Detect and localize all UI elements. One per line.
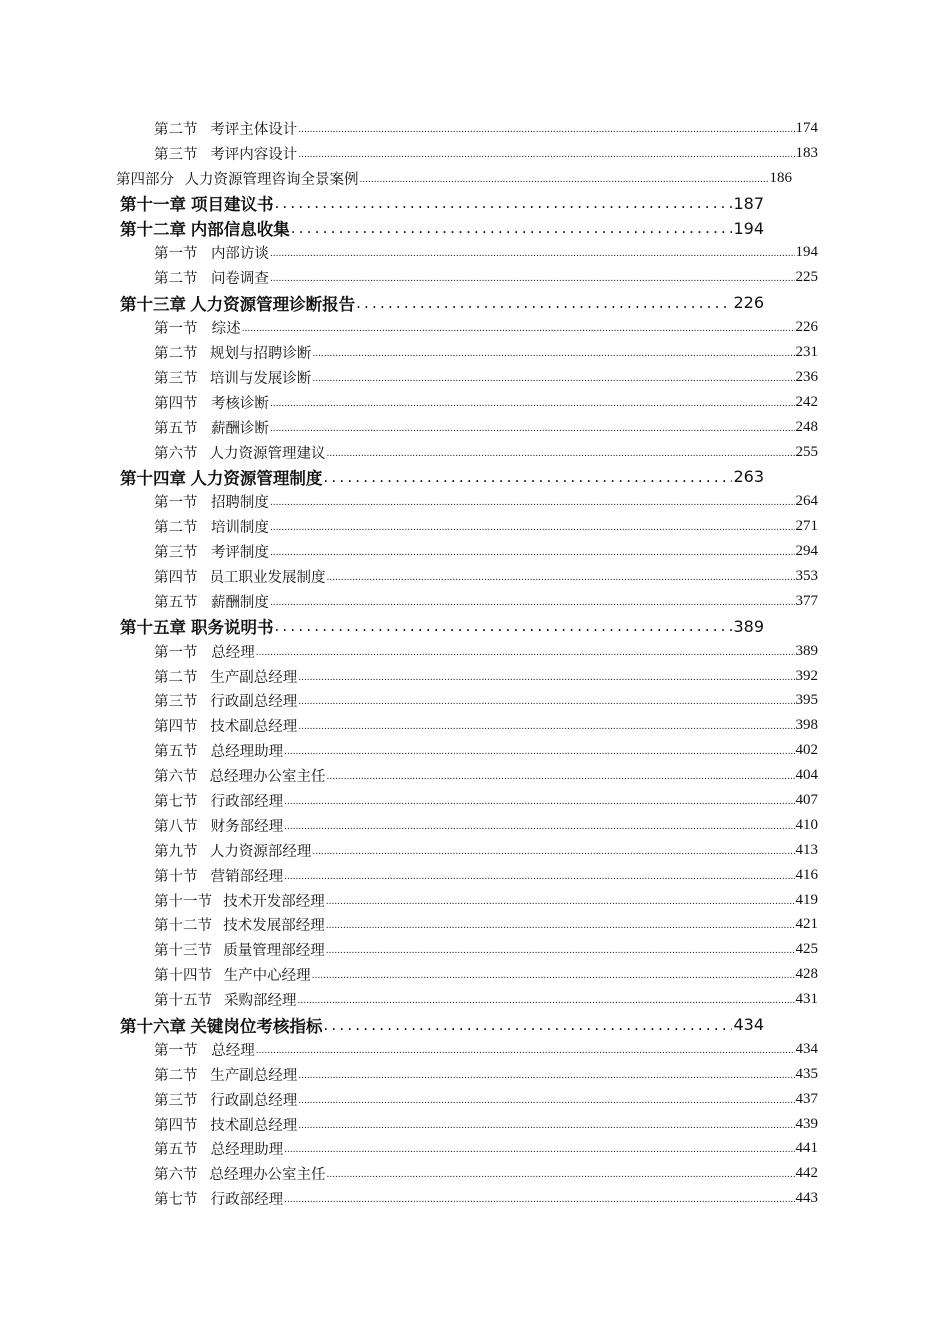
toc-dot-leader [312,966,795,983]
toc-entry-page-number: 398 [795,717,818,734]
toc-entry-page-number: 442 [795,1165,818,1182]
toc-entry-label: 第二节 [154,520,198,537]
toc-entry-page-number: 255 [795,443,818,460]
toc-entry-section[interactable] [0,564,818,589]
toc-dot-leader [256,1041,795,1058]
toc-entry-chapter[interactable] [0,614,764,639]
toc-entry-section[interactable] [0,440,818,465]
toc-entry-section[interactable] [0,788,818,813]
toc-entry-title: 总经理助理 [210,744,284,761]
toc-entry-title: 考评内容设计 [210,146,298,163]
toc-entry-page-number: 226 [733,293,764,313]
toc-dot-leader [312,369,794,386]
toc-dot-leader [242,319,795,336]
toc-dot-leader [270,543,795,560]
toc-entry-title: 培训与发展诊断 [209,370,312,387]
toc-entry-label: 第九节 [154,843,198,860]
toc-dot-leader [323,1016,732,1034]
toc-entry-section[interactable] [0,390,818,415]
toc-dot-leader [270,493,795,510]
toc-entry-title: 总经理助理 [210,1142,284,1159]
toc-entry-page-number: 410 [795,816,818,833]
toc-entry-label: 第十二章 [120,220,186,239]
toc-entry-section[interactable] [0,539,818,564]
toc-entry-title: 质量管理部经理 [223,943,325,960]
toc-entry-section[interactable] [0,1087,818,1112]
toc-entry-chapter[interactable] [0,216,764,241]
toc-dot-leader [298,1066,794,1083]
toc-entry-label: 第一节 [154,321,198,338]
toc-entry-section[interactable] [0,116,818,141]
toc-entry-label: 第十节 [154,868,198,885]
toc-entry-page-number: 271 [795,518,818,535]
toc-entry-section[interactable] [0,639,818,664]
toc-entry-title: 人力资源部经理 [209,843,312,860]
toc-entry-page-number: 226 [795,319,818,336]
toc-entry-section[interactable] [0,489,818,514]
toc-dot-leader [270,244,795,261]
toc-entry-chapter[interactable] [0,464,764,489]
toc-entry-title: 营销部经理 [210,868,284,885]
toc-dot-leader [256,643,795,660]
toc-entry-page-number: 236 [795,368,818,385]
toc-entry-title: 内部访谈 [210,246,269,263]
toc-dot-leader [284,867,794,884]
toc-entry-label: 第四节 [154,569,198,586]
toc-entry-label: 第一节 [154,644,198,661]
toc-dot-leader [298,145,794,162]
toc-dot-leader [298,120,794,137]
toc-entry-label: 第十六章 [120,1016,186,1036]
toc-dot-leader [356,294,732,312]
toc-entry-page-number: 407 [795,791,818,808]
toc-dot-leader [326,767,794,784]
toc-entry-title: 生产副总经理 [210,669,298,686]
toc-entry-page-number: 264 [795,493,818,510]
toc-entry-title: 薪酬制度 [210,594,269,611]
toc-entry-title: 招聘制度 [210,495,269,512]
toc-entry-label: 第四节 [154,1117,198,1134]
toc-entry-title: 总经理 [211,1042,255,1059]
toc-entry-section[interactable] [0,688,818,713]
toc-entry-section[interactable] [0,240,818,265]
toc-entry-section[interactable] [0,1186,818,1211]
toc-entry-title: 总经理办公室主任 [209,1167,326,1184]
toc-entry-chapter[interactable] [0,191,764,216]
toc-entry-section[interactable] [0,514,818,539]
toc-entry-label: 第七节 [154,1192,198,1209]
toc-entry-page-number: 404 [795,767,818,784]
toc-entry-page-number: 434 [795,1040,818,1057]
toc-entry-page-number: 441 [795,1140,818,1157]
toc-entry-section[interactable] [0,589,818,614]
toc-entry-title: 考核诊断 [210,395,269,412]
toc-dot-leader [298,717,794,734]
toc-dot-leader [274,194,732,212]
toc-dot-leader [270,269,795,286]
toc-entry-section[interactable] [0,1161,818,1186]
toc-entry-section[interactable] [0,1037,818,1062]
toc-entry-page-number: 419 [795,891,818,908]
toc-entry-section[interactable] [0,265,818,290]
toc-entry-title: 采购部经理 [223,993,297,1010]
toc-entry-section[interactable] [0,763,818,788]
toc-entry-page-number: 402 [795,742,818,759]
toc-entry-title: 生产中心经理 [223,968,311,985]
toc-dot-leader [298,1091,794,1108]
toc-entry-label: 第三节 [154,146,198,163]
toc-entry-label: 第六节 [154,769,198,786]
toc-entry-label: 第二节 [154,1067,198,1084]
toc-entry-page-number: 183 [795,144,818,161]
toc-entry-page-number: 263 [733,467,764,487]
toc-entry-title: 内部信息收集 [190,220,290,239]
toc-entry-page-number: 194 [733,218,764,238]
toc-entry-label: 第四节 [154,395,198,412]
toc-entry-page-number: 443 [795,1190,818,1207]
toc-dot-leader [270,419,795,436]
toc-entry-page-number: 395 [795,692,818,709]
toc-entry-label: 第五节 [154,744,198,761]
toc-dot-leader [326,892,795,909]
toc-entry-label: 第十一章 [120,195,186,215]
toc-entry-label: 第十二节 [154,918,212,935]
toc-entry-label: 第四部分 [116,171,174,188]
toc-entry-part[interactable] [0,166,792,191]
toc-entry-section[interactable] [0,141,818,166]
toc-entry-title: 总经理办公室主任 [209,769,326,786]
toc-entry-label: 第三节 [154,370,198,387]
toc-entry-section[interactable] [0,340,818,365]
toc-entry-page-number: 428 [795,966,818,983]
toc-dot-leader [284,742,794,759]
toc-dot-leader [274,617,732,635]
toc-entry-section[interactable] [0,415,818,440]
toc-entry-page-number: 377 [795,592,818,609]
toc-entry-title: 综述 [211,321,241,338]
toc-dot-leader [326,1165,794,1182]
toc-entry-section[interactable] [0,365,818,390]
toc-entry-title: 培训制度 [210,520,269,537]
toc-entry-title: 人力资源管理建议 [209,445,326,462]
toc-entry-page-number: 194 [795,244,818,261]
toc-entry-title: 关键岗位考核指标 [190,1016,323,1036]
toc-entry-label: 第二节 [154,345,198,362]
toc-entry-page-number: 389 [795,642,818,659]
toc-entry-label: 第十三节 [154,943,212,960]
toc-entry-title: 技术开发部经理 [223,893,325,910]
toc-dot-leader [270,518,795,535]
toc-entry-title: 薪酬诊断 [210,420,269,437]
toc-entry-page-number: 413 [795,841,818,858]
toc-entry-label: 第五节 [154,1142,198,1159]
toc-entry-label: 第十三章 [120,294,186,314]
toc-entry-page-number: 174 [795,119,818,136]
toc-entry-label: 第六节 [154,445,198,462]
toc-entry-label: 第十五节 [154,993,212,1010]
toc-entry-label: 第五节 [154,420,198,437]
toc-dot-leader [284,792,794,809]
toc-entry-title: 人力资源管理诊断报告 [190,294,356,314]
toc-entry-section[interactable] [0,664,818,689]
toc-entry-title: 考评制度 [210,545,269,562]
toc-entry-title: 技术副总经理 [210,1117,298,1134]
toc-entry-section[interactable] [0,1112,818,1137]
toc-entry-label: 第二节 [154,121,198,138]
toc-entry-section[interactable] [0,315,818,340]
toc-entry-page-number: 434 [733,1015,764,1034]
toc-dot-leader [284,817,794,834]
toc-entry-page-number: 437 [795,1090,818,1107]
toc-entry-page-number: 389 [733,616,764,636]
toc-entry-section[interactable] [0,838,818,863]
toc-entry-page-number: 392 [795,667,818,684]
toc-entry-section[interactable] [0,888,818,913]
toc-entry-label: 第二节 [154,669,198,686]
toc-dot-leader [298,668,794,685]
toc-entry-title: 人力资源管理制度 [190,468,323,488]
toc-dot-leader [326,444,794,461]
toc-entry-label: 第三节 [154,1092,198,1109]
toc-dot-leader [326,916,795,933]
toc-entry-label: 第三节 [154,694,198,711]
toc-entry-page-number: 435 [795,1065,818,1082]
toc-entry-label: 第四节 [154,719,198,736]
toc-entry-page-number: 294 [795,543,818,560]
toc-entry-section[interactable] [0,713,818,738]
toc-entry-title: 行政部经理 [210,1192,284,1209]
toc-entry-title: 问卷调查 [210,271,269,288]
toc-dot-leader [359,170,768,187]
toc-entry-title: 总经理 [211,644,255,661]
toc-entry-title: 人力资源管理咨询全景案例 [184,171,359,188]
toc-dot-leader [270,593,795,610]
toc-entry-page-number: 353 [795,567,818,584]
toc-entry-title: 项目建议书 [190,195,274,215]
toc-entry-page-number: 242 [795,393,818,410]
toc-entry-page-number: 425 [795,941,818,958]
toc-dot-leader [312,344,794,361]
toc-entry-title: 行政副总经理 [210,1092,298,1109]
toc-entry-title: 技术副总经理 [210,719,298,736]
toc-entry-section[interactable] [0,913,818,938]
toc-entry-label: 第十四章 [120,468,186,488]
toc-entry-section[interactable] [0,987,818,1012]
table-of-contents [0,116,950,1211]
toc-entry-chapter[interactable] [0,290,764,315]
toc-entry-title: 职务说明书 [190,618,274,638]
toc-entry-page-number: 431 [795,991,818,1008]
toc-entry-label: 第十四节 [154,968,212,985]
toc-entry-label: 第五节 [154,594,198,611]
toc-entry-label: 第七节 [154,793,198,810]
toc-entry-section[interactable] [0,962,818,987]
toc-entry-label: 第二节 [154,271,198,288]
toc-entry-label: 第十五章 [120,618,186,638]
toc-dot-leader [323,468,732,486]
toc-dot-leader [291,219,733,237]
toc-entry-label: 第一节 [154,246,198,263]
toc-entry-label: 第三节 [154,545,198,562]
toc-entry-title: 考评主体设计 [210,121,298,138]
toc-entry-section[interactable] [0,813,818,838]
toc-entry-section[interactable] [0,1137,818,1162]
toc-entry-section[interactable] [0,937,818,962]
toc-entry-page-number: 421 [795,916,818,933]
toc-entry-page-number: 248 [795,418,818,435]
toc-entry-page-number: 439 [795,1115,818,1132]
toc-dot-leader [298,692,794,709]
toc-entry-title: 规划与招聘诊断 [209,345,312,362]
toc-entry-label: 第一节 [154,495,198,512]
toc-entry-label: 第八节 [154,818,198,835]
toc-entry-label: 第六节 [154,1167,198,1184]
toc-entry-title: 行政部经理 [210,793,284,810]
toc-entry-title: 行政副总经理 [210,694,298,711]
toc-entry-page-number: 225 [795,269,818,286]
toc-entry-title: 生产副总经理 [210,1067,298,1084]
toc-entry-label: 第十一节 [154,893,212,910]
toc-entry-page-number: 186 [769,169,792,186]
toc-entry-section[interactable] [0,863,818,888]
toc-entry-label: 第一节 [154,1042,198,1059]
toc-dot-leader [284,1190,794,1207]
toc-dot-leader [284,1140,794,1157]
toc-entry-page-number: 416 [795,866,818,883]
toc-entry-title: 技术发展部经理 [223,918,325,935]
toc-dot-leader [312,842,794,859]
toc-dot-leader [326,941,795,958]
toc-entry-page-number: 187 [733,193,764,213]
toc-entry-title: 员工职业发展制度 [209,569,326,586]
toc-entry-section[interactable] [0,738,818,763]
toc-dot-leader [326,568,794,585]
toc-entry-chapter[interactable] [0,1012,764,1037]
toc-dot-leader [298,1116,794,1133]
toc-entry-section[interactable] [0,1062,818,1087]
toc-dot-leader [270,394,795,411]
toc-dot-leader [297,991,794,1008]
toc-entry-title: 财务部经理 [210,818,284,835]
toc-entry-page-number: 231 [795,343,818,360]
